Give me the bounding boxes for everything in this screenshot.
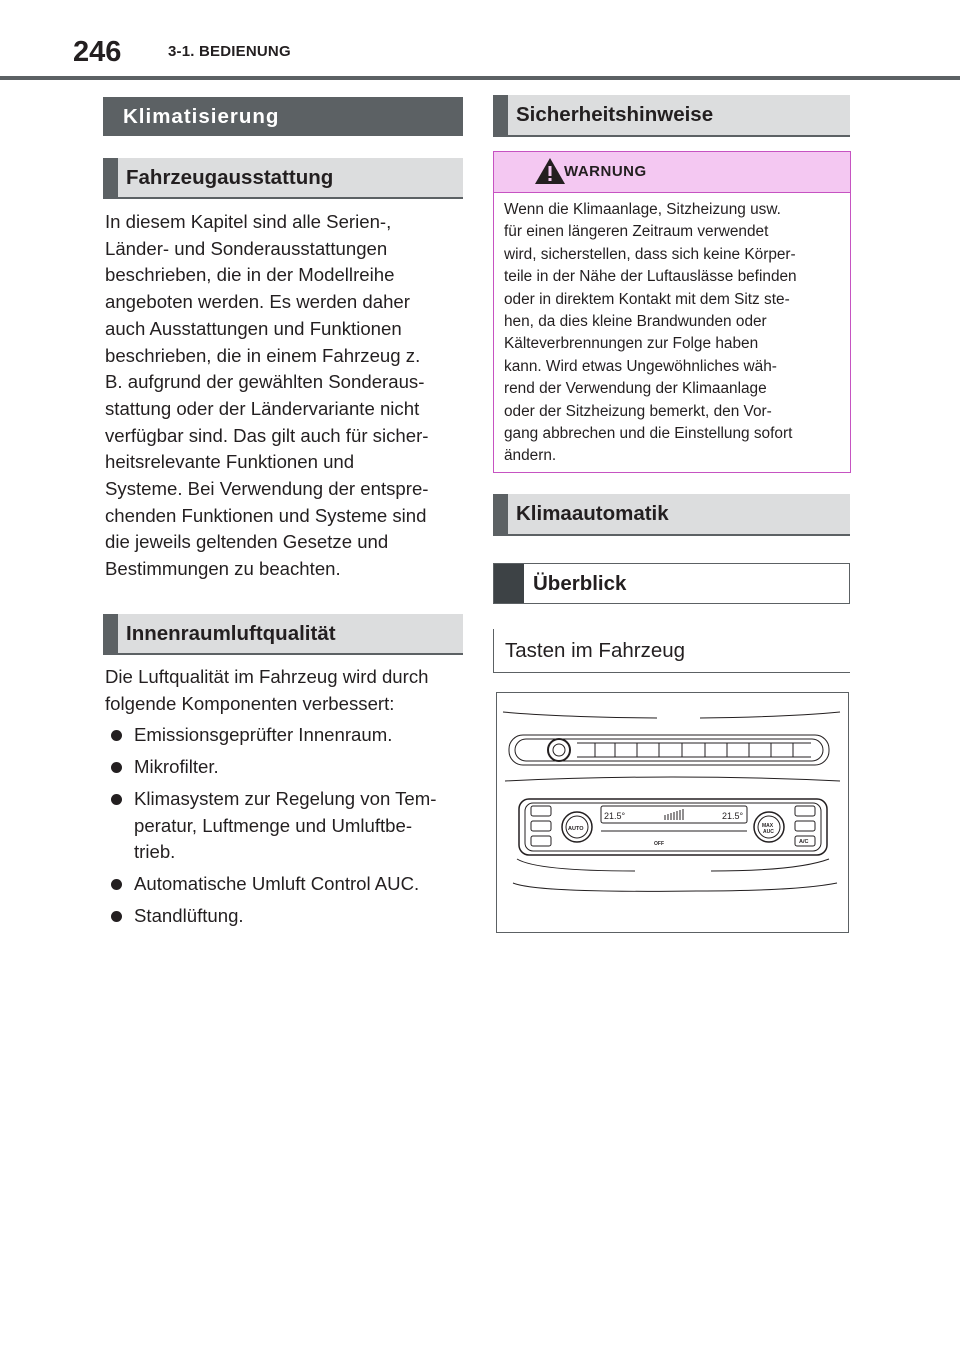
text-line: Automatische Umluft Control AUC. [134,872,420,894]
warning-header [494,152,850,193]
list-item [105,722,470,749]
text-line: folgende Komponenten verbessert: [105,692,395,714]
header-rule [0,76,960,80]
text-line: B. aufgrund der gewählten Sonderaus- [105,371,425,393]
text-line: die jeweils geltenden Gesetze und [105,531,389,553]
component-list [105,722,470,929]
sub-heading-ueberblick [493,563,850,604]
heading-accent-bar [103,158,118,197]
text-line: auch Ausstattungen und Funktionen [105,317,402,339]
warning-triangle-icon [534,156,566,186]
sub-heading-text: Tasten im Fahrzeug [505,638,686,662]
text-line: Bestimmungen zu beachten. [105,558,341,580]
list-item [105,754,470,781]
intro-paragraph [105,209,470,583]
climate-panel-drawing [497,693,848,932]
text-line: ändern. [504,447,557,465]
temp-left-label: 21.5° [604,811,626,821]
text-line: In diesem Kapitel sind alle Serien-, [105,211,392,232]
sub-heading-tasten [493,629,850,673]
text-line: angeboten werden. Es werden daher [105,291,410,313]
sub-heading-fahrzeugausstattung [103,158,463,199]
list-item [105,903,470,930]
text-line: chenden Funktionen und Systeme sind [105,504,427,526]
text-line: Emissionsgeprüfter Innenraum. [134,724,393,746]
text-line: trieb. [134,841,176,863]
text-line: verfügbar sind. Das gilt auch für sicher- [105,424,429,446]
warning-title: WARNUNG [564,163,647,180]
text-line: hen, da dies kleine Brandwunden oder [504,313,767,331]
air-quality-intro [105,664,470,717]
text-line: kann. Wird etwas Ungewöhnliches wäh- [504,357,777,375]
text-line: oder der Sitzheizung bemerkt, den Vor- [504,402,772,420]
text-line: Klimasystem zur Regelung von Tem- [134,787,437,809]
text-line: stattung oder der Ländervariante nicht [105,397,420,419]
text-line: für einen längeren Zeitraum verwendet [504,223,769,241]
sub-heading-text: Fahrzeugausstattung [126,165,334,189]
text-line: beschrieben, die in einem Fahrzeug z. [105,344,421,366]
heading-accent-bar [103,614,118,653]
text-line: Länder- und Sonderausstattungen [105,237,388,259]
heading-accent-bar [493,494,508,534]
air-quality-section [105,664,470,934]
text-line: teile in der Nähe der Luftauslässe befinden [504,268,797,286]
section-label: 3-1. BEDIENUNG [168,43,291,60]
text-line: beschrieben, die in der Modellreihe [105,264,395,286]
climate-panel-figure [496,692,849,933]
text-line: Kälteverbrennungen zur Folge haben [504,335,759,353]
text-line: Systeme. Bei Verwendung der entspre- [105,478,429,500]
off-button-label: OFF [654,841,664,847]
max-button-label: MAX [762,823,774,829]
temp-right-label: 21.5° [722,811,744,821]
page-number: 246 [73,36,122,68]
sub-heading-text: Klimaautomatik [516,502,669,525]
heading-accent-bar [494,564,524,603]
text-line: rend der Verwendung der Klimaanlage [504,380,767,398]
sub-heading-text: Überblick [533,571,627,595]
list-item [105,786,470,866]
warning-box [493,151,851,473]
text-line: Standlüftung. [134,904,244,926]
intro-paragraph-text [105,209,470,583]
warning-text [494,193,850,468]
auc-button-label: AUC [763,829,774,835]
text-line: Wenn die Klimaanlage, Sitzheizung usw. [504,201,781,218]
text-line: peratur, Luftmenge und Umluftbe- [134,814,413,836]
sub-heading-klimaautomatik [493,494,850,536]
sub-heading-text: Innenraumluftqualität [126,621,336,645]
heading-accent-bar [493,95,508,135]
text-line: Mikrofilter. [134,756,219,778]
auto-button-label: AUTO [568,826,584,832]
text-line: gang abbrechen und die Einstellung sofort [504,425,793,443]
sub-heading-text: Sicherheitshinweise [516,103,714,126]
text-line: wird, sicherstellen, dass sich keine Körper- [504,245,796,263]
list-item [105,871,470,898]
sub-heading-innenraumluftqualitaet [103,614,463,655]
main-heading [103,97,463,136]
main-heading-text: Klimatisierung [123,104,280,128]
text-line: oder in direktem Kontakt mit dem Sitz ste- [504,290,790,308]
ac-button-label: A/C [799,839,809,845]
text-line: heitsrelevante Funktionen und [105,451,355,473]
sub-heading-sicherheitshinweise [493,95,850,137]
text-line: Die Luftqualität im Fahrzeug wird durch [105,666,429,687]
